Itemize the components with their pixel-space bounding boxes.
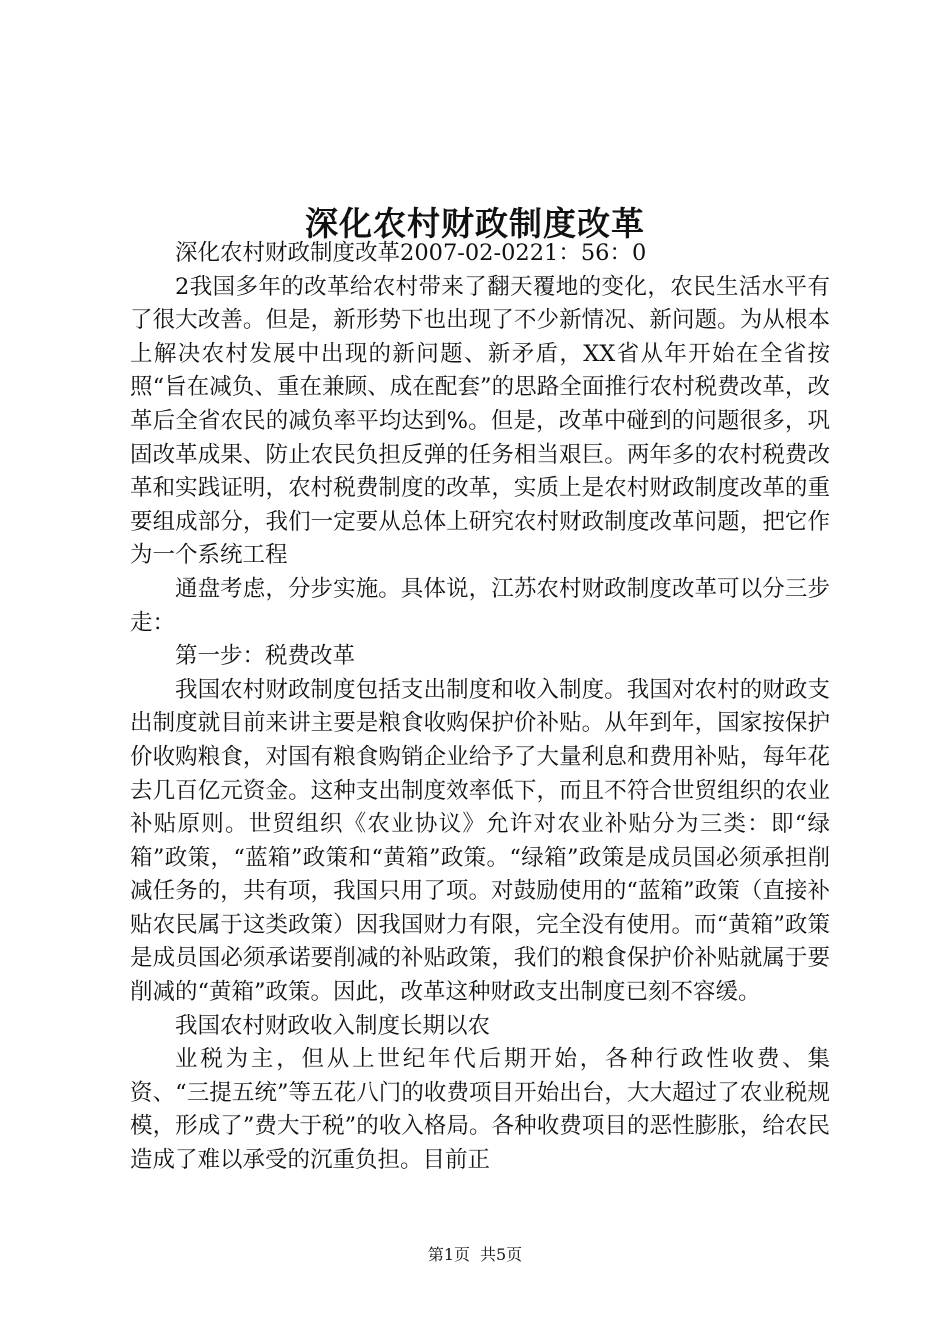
paragraph-plan: 通盘考虑，分步实施。具体说，江苏农村财政制度改革可以分三步走： <box>130 575 830 636</box>
document-title: 深化农村财政制度改革 <box>305 204 645 244</box>
document-body <box>130 237 830 1178</box>
paragraph-expenditure: 我国农村财政制度包括支出制度和收入制度。我国对农村的财政支出制度就目前来讲主要是粮食收购保护价补贴。从年到年，国家按保护价收购粮食，对国有粮食购销企业给予了大量利息和费用补贴，每年花去几百亿元资金。这种支出制度效率低下，而且不符合世贸组织的农业补贴原则。世贸组织《农业协议》允许对农业补贴分为三类：即“绿箱”政策，“蓝箱”政策和“黄箱”政策。“绿箱”政策是成员国必须承担削减任务的，共有项，我国只用了项。对鼓励使用的“蓝箱”政策（直接补贴农民属于这类政策）因我国财力有限，完全没有使用。而“黄箱”政策是成员国必须承诺要削减的补贴政策，我们的粮食保护价补贴就属于要削减的“黄箱”政策。因此，改革这种财政支出制度已刻不容缓。 <box>130 676 830 1006</box>
paragraph-step-one-heading: 第一步：税费改革 <box>175 643 356 670</box>
paragraph-revenue: 业税为主，但从上世纪年代后期开始，各种行政性收费、集资、“三提五统”等五花八门的收费项目开始出台，大大超过了农业税规模，形成了”费大于税”的收入格局。各种收费项目的恶性膨胀，给农民造成了难以承受的沉重负担。目前正 <box>130 1046 830 1174</box>
paragraph-revenue-lead: 我国农村财政收入制度长期以农 <box>175 1012 491 1039</box>
page-number: 第1页 <box>427 1245 470 1264</box>
paragraph-intro: 2我国多年的改革给农村带来了翻天覆地的变化，农民生活水平有了很大改善。但是，新形势下也出现了不少新情况、新问题。为从根本上解决农村发展中出现的新问题、新矛盾，XX省从年开始在全省按照“旨在减负、重在兼顾、成在配套”的思路全面推行农村税费改革，改革后全省农民的减负率平均达到%。但是，改革中碰到的问题很多，巩固改革成果、防止农民负担反弹的任务相当艰巨。两年多的农村税费改革和实践证明，农村税费制度的改革，实质上是农村财政制度改革的重要组成部分，我们一定要从总体上研究农村财政制度改革问题，把它作为一个系统工程 <box>130 273 830 569</box>
page-footer <box>0 1243 950 1267</box>
paragraph-dateline: 深化农村财政制度改革2007-02-0221：56：0 <box>175 240 647 266</box>
page-total: 共5页 <box>480 1245 523 1264</box>
